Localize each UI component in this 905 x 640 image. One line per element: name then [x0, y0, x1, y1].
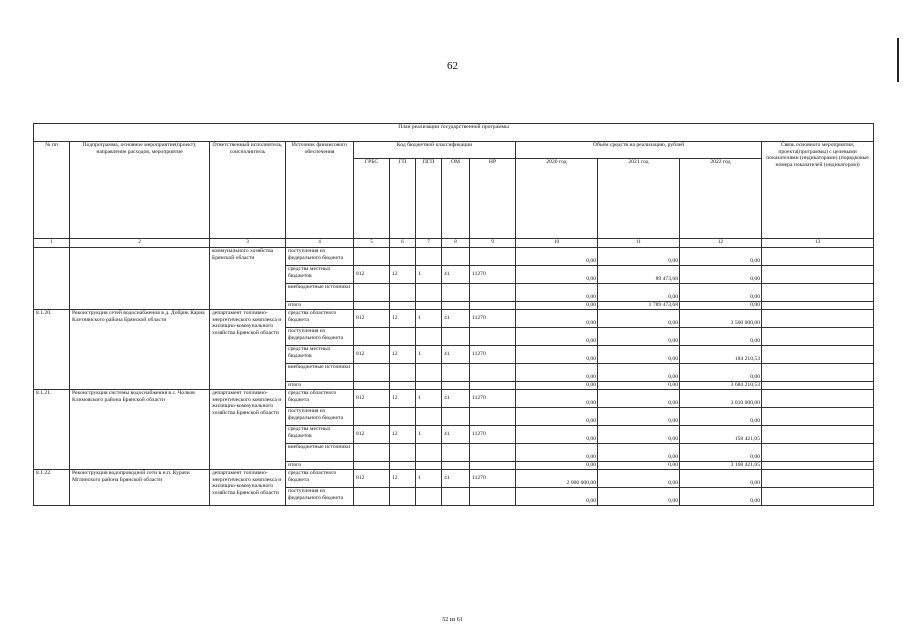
- amount-y2020-cell: 0,00: [516, 488, 598, 506]
- header-source: Источник финансового обеспечения: [286, 142, 354, 239]
- link-cell: [762, 346, 874, 364]
- link-cell: [762, 310, 874, 328]
- column-number: 2: [70, 239, 210, 248]
- code-pgp-cell: 1: [416, 390, 442, 408]
- header-funds: Объём средств на реализацию, рублей: [516, 142, 762, 159]
- code-pgp-cell: 1: [416, 426, 442, 444]
- code-pgp-cell: [416, 382, 442, 390]
- amount-y2021-cell: 0,00: [598, 346, 680, 364]
- margin-mark: [897, 38, 899, 82]
- amount-y2020-cell: 0,00: [516, 426, 598, 444]
- column-number: 9: [470, 239, 516, 248]
- amount-y2020-cell: 0,00: [516, 444, 598, 462]
- code-nr-cell: [470, 444, 516, 462]
- code-om-cell: [442, 382, 470, 390]
- header-pgp: ПГП: [416, 159, 442, 239]
- amount-y2022-cell: 184 210,53: [680, 346, 762, 364]
- code-om-cell: [442, 302, 470, 310]
- amount-y2020-cell: 0,00: [516, 390, 598, 408]
- code-pgp-cell: [416, 248, 442, 266]
- column-number: 6: [390, 239, 416, 248]
- column-number: 5: [354, 239, 390, 248]
- link-cell: [762, 470, 874, 488]
- amount-y2022-cell: 3 684 210,53: [680, 382, 762, 390]
- column-number: 3: [210, 239, 286, 248]
- code-om-cell: [442, 364, 470, 382]
- link-cell: [762, 266, 874, 284]
- link-cell: [762, 426, 874, 444]
- code-om-cell: [442, 462, 470, 470]
- item-responsible-cell: коммунального хозяйства Брянской области: [210, 248, 286, 310]
- amount-y2020-cell: 0,00: [516, 462, 598, 470]
- amount-y2022-cell: 0,00: [680, 488, 762, 506]
- code-gp-cell: [390, 444, 416, 462]
- code-nr-cell: 11270: [470, 310, 516, 328]
- header-link: Связь основного мероприятия, проекта(программы) с целевыми показателями (индикаторами) (порядковые номера показателей (индикаторов)): [762, 142, 874, 239]
- link-cell: [762, 382, 874, 390]
- code-nr-cell: 11270: [470, 426, 516, 444]
- link-cell: [762, 248, 874, 266]
- column-number: 13: [762, 239, 874, 248]
- amount-y2021-cell: 0,00: [598, 462, 680, 470]
- source-cell: итого: [286, 462, 354, 470]
- code-gp-cell: [390, 462, 416, 470]
- code-gp-cell: 12: [390, 426, 416, 444]
- amount-y2021-cell: 0,00: [598, 390, 680, 408]
- code-om-cell: [442, 328, 470, 346]
- code-gp-cell: [390, 284, 416, 302]
- code-om-cell: [442, 488, 470, 506]
- source-cell: поступления из федерального бюджета: [286, 248, 354, 266]
- code-nr-cell: [470, 462, 516, 470]
- header-num: № пп: [34, 142, 70, 239]
- page-number: 62: [447, 60, 458, 72]
- source-cell: внебюджетные источники: [286, 284, 354, 302]
- code-om-cell: [442, 284, 470, 302]
- code-grbs-cell: [354, 488, 390, 506]
- item-name-cell: Реконструкция системы водоснабжения в с. Чолков Климовского района Брянской области: [70, 390, 210, 470]
- code-grbs-cell: [354, 382, 390, 390]
- amount-y2021-cell: 0,00: [598, 328, 680, 346]
- link-cell: [762, 390, 874, 408]
- amount-y2022-cell: 0,00: [680, 364, 762, 382]
- code-om-cell: [442, 444, 470, 462]
- code-pgp-cell: [416, 488, 442, 506]
- amount-y2021-cell: 0,00: [598, 408, 680, 426]
- header-responsible: Ответственный исполнитель, соисполнитель: [210, 142, 286, 239]
- code-om-cell: 41: [442, 426, 470, 444]
- amount-y2020-cell: 0,00: [516, 310, 598, 328]
- code-gp-cell: 12: [390, 266, 416, 284]
- code-nr-cell: [470, 488, 516, 506]
- column-number: 1: [34, 239, 70, 248]
- item-num-cell: [34, 248, 70, 310]
- source-cell: поступления из федерального бюджета: [286, 488, 354, 506]
- code-pgp-cell: [416, 444, 442, 462]
- code-gp-cell: 12: [390, 390, 416, 408]
- source-cell: поступления из федерального бюджета: [286, 408, 354, 426]
- code-om-cell: 41: [442, 390, 470, 408]
- code-pgp-cell: [416, 462, 442, 470]
- code-pgp-cell: 1: [416, 346, 442, 364]
- code-grbs-cell: [354, 284, 390, 302]
- code-nr-cell: [470, 364, 516, 382]
- link-cell: [762, 408, 874, 426]
- code-grbs-cell: [354, 248, 390, 266]
- code-nr-cell: [470, 408, 516, 426]
- code-pgp-cell: 1: [416, 310, 442, 328]
- header-2021: 2021 год: [598, 159, 680, 239]
- code-om-cell: [442, 408, 470, 426]
- code-om-cell: [442, 248, 470, 266]
- column-number: 12: [680, 239, 762, 248]
- amount-y2021-cell: 89 473,68: [598, 266, 680, 284]
- code-grbs-cell: [354, 364, 390, 382]
- amount-y2020-cell: 0,00: [516, 346, 598, 364]
- amount-y2022-cell: 3 500 000,00: [680, 310, 762, 328]
- code-grbs-cell: [354, 408, 390, 426]
- source-cell: внебюджетные источники: [286, 444, 354, 462]
- code-nr-cell: [470, 328, 516, 346]
- link-cell: [762, 328, 874, 346]
- code-grbs-cell: [354, 462, 390, 470]
- code-nr-cell: 11270: [470, 266, 516, 284]
- amount-y2021-cell: 0,00: [598, 310, 680, 328]
- code-grbs-cell: [354, 444, 390, 462]
- column-number: 7: [416, 239, 442, 248]
- code-grbs-cell: [354, 328, 390, 346]
- amount-y2021-cell: 0,00: [598, 382, 680, 390]
- amount-y2020-cell: 0,00: [516, 408, 598, 426]
- amount-y2021-cell: 0,00: [598, 364, 680, 382]
- code-nr-cell: [470, 382, 516, 390]
- code-gp-cell: [390, 302, 416, 310]
- code-pgp-cell: 1: [416, 266, 442, 284]
- header-nr: НР: [470, 159, 516, 239]
- code-pgp-cell: [416, 408, 442, 426]
- amount-y2020-cell: 0,00: [516, 328, 598, 346]
- table-row: [34, 470, 874, 488]
- amount-y2021-cell: 0,00: [598, 248, 680, 266]
- amount-y2022-cell: 0,00: [680, 408, 762, 426]
- code-nr-cell: [470, 302, 516, 310]
- code-gp-cell: [390, 408, 416, 426]
- code-om-cell: 41: [442, 310, 470, 328]
- item-name-cell: [70, 248, 210, 310]
- table-row: [34, 390, 874, 408]
- item-name-cell: Реконструкция водопроводной сети в н.п. Курачи Мглинского района Брянской области: [70, 470, 210, 506]
- column-number: 4: [286, 239, 354, 248]
- source-cell: средства областного бюджета: [286, 310, 354, 328]
- code-nr-cell: 11270: [470, 470, 516, 488]
- column-number: 8: [442, 239, 470, 248]
- amount-y2020-cell: 0,00: [516, 302, 598, 310]
- code-nr-cell: 11270: [470, 346, 516, 364]
- header-name: Подпрограмма, основное мероприятие(проект), направление расходов, мероприятие: [70, 142, 210, 239]
- amount-y2022-cell: 0,00: [680, 284, 762, 302]
- code-pgp-cell: 1: [416, 470, 442, 488]
- amount-y2022-cell: 0,00: [680, 302, 762, 310]
- amount-y2022-cell: 158 421,05: [680, 426, 762, 444]
- code-grbs-cell: 812: [354, 310, 390, 328]
- amount-y2021-cell: 1 789 473,68: [598, 302, 680, 310]
- header-gp: ГП: [390, 159, 416, 239]
- program-plan-table: [33, 123, 874, 506]
- item-responsible-cell: департамент топливно-энергетического комплекса и жилищно-коммунального хозяйства Брянской области: [210, 470, 286, 506]
- code-om-cell: 41: [442, 470, 470, 488]
- header-grbs: ГРБС: [354, 159, 390, 239]
- link-cell: [762, 444, 874, 462]
- amount-y2020-cell: 0,00: [516, 266, 598, 284]
- amount-y2022-cell: 0,00: [680, 266, 762, 284]
- item-num-cell: 8.1.20.: [34, 310, 70, 390]
- link-cell: [762, 488, 874, 506]
- amount-y2022-cell: 0,00: [680, 328, 762, 346]
- header-2020: 2020 год: [516, 159, 598, 239]
- code-gp-cell: [390, 382, 416, 390]
- code-gp-cell: [390, 364, 416, 382]
- table-title: План реализации государственной программы: [34, 124, 874, 142]
- column-numbers-row: [34, 239, 874, 248]
- column-number: 10: [516, 239, 598, 248]
- code-pgp-cell: [416, 284, 442, 302]
- source-cell: итого: [286, 302, 354, 310]
- code-gp-cell: [390, 248, 416, 266]
- source-cell: итого: [286, 382, 354, 390]
- item-num-cell: 8.1.22.: [34, 470, 70, 506]
- amount-y2021-cell: 0,00: [598, 426, 680, 444]
- code-pgp-cell: [416, 364, 442, 382]
- code-nr-cell: [470, 284, 516, 302]
- amount-y2021-cell: 0,00: [598, 470, 680, 488]
- amount-y2021-cell: 0,00: [598, 488, 680, 506]
- amount-y2022-cell: 0,00: [680, 248, 762, 266]
- amount-y2020-cell: 0,00: [516, 284, 598, 302]
- amount-y2020-cell: 0,00: [516, 248, 598, 266]
- item-responsible-cell: департамент топливно-энергетического комплекса и жилищно-коммунального хозяйства Брянской области: [210, 310, 286, 390]
- table-row: [34, 310, 874, 328]
- amount-y2020-cell: 0,00: [516, 382, 598, 390]
- code-gp-cell: [390, 328, 416, 346]
- code-om-cell: 41: [442, 266, 470, 284]
- link-cell: [762, 462, 874, 470]
- amount-y2020-cell: 2 000 000,00: [516, 470, 598, 488]
- code-pgp-cell: [416, 302, 442, 310]
- source-cell: внебюджетные источники: [286, 364, 354, 382]
- source-cell: средства местных бюджетов: [286, 266, 354, 284]
- code-nr-cell: 11270: [470, 390, 516, 408]
- item-num-cell: 8.1.21.: [34, 390, 70, 470]
- code-grbs-cell: 812: [354, 390, 390, 408]
- source-cell: средства местных бюджетов: [286, 346, 354, 364]
- table-row: [34, 248, 874, 266]
- code-grbs-cell: 812: [354, 470, 390, 488]
- header-budget-code: Код бюджетной классификации: [354, 142, 516, 159]
- item-name-cell: Реконструкция сетей водоснабжения в д. Добрик Карна Клетнянского района Брянской области: [70, 310, 210, 390]
- amount-y2021-cell: 0,00: [598, 284, 680, 302]
- source-cell: средства местных бюджетов: [286, 426, 354, 444]
- code-grbs-cell: [354, 302, 390, 310]
- code-grbs-cell: 812: [354, 346, 390, 364]
- source-cell: средства областного бюджета: [286, 470, 354, 488]
- header-om: ОМ: [442, 159, 470, 239]
- code-gp-cell: 12: [390, 470, 416, 488]
- code-gp-cell: 12: [390, 346, 416, 364]
- item-responsible-cell: департамент топливно-энергетического комплекса и жилищно-коммунального хозяйства Брянской области: [210, 390, 286, 470]
- amount-y2022-cell: 0,00: [680, 444, 762, 462]
- code-grbs-cell: 812: [354, 266, 390, 284]
- amount-y2022-cell: 3 168 421,05: [680, 462, 762, 470]
- link-cell: [762, 302, 874, 310]
- header-2022: 2022 год: [680, 159, 762, 239]
- amount-y2022-cell: 3 010 000,00: [680, 390, 762, 408]
- code-gp-cell: [390, 488, 416, 506]
- code-pgp-cell: [416, 328, 442, 346]
- link-cell: [762, 364, 874, 382]
- source-cell: средства областного бюджета: [286, 390, 354, 408]
- code-nr-cell: [470, 248, 516, 266]
- code-gp-cell: 12: [390, 310, 416, 328]
- column-number: 11: [598, 239, 680, 248]
- source-cell: поступления из федерального бюджета: [286, 328, 354, 346]
- amount-y2020-cell: 0,00: [516, 364, 598, 382]
- code-grbs-cell: 812: [354, 426, 390, 444]
- code-om-cell: 41: [442, 346, 470, 364]
- amount-y2022-cell: 0,00: [680, 470, 762, 488]
- page-footer: 52 из 61: [442, 617, 463, 623]
- link-cell: [762, 284, 874, 302]
- amount-y2021-cell: 0,00: [598, 444, 680, 462]
